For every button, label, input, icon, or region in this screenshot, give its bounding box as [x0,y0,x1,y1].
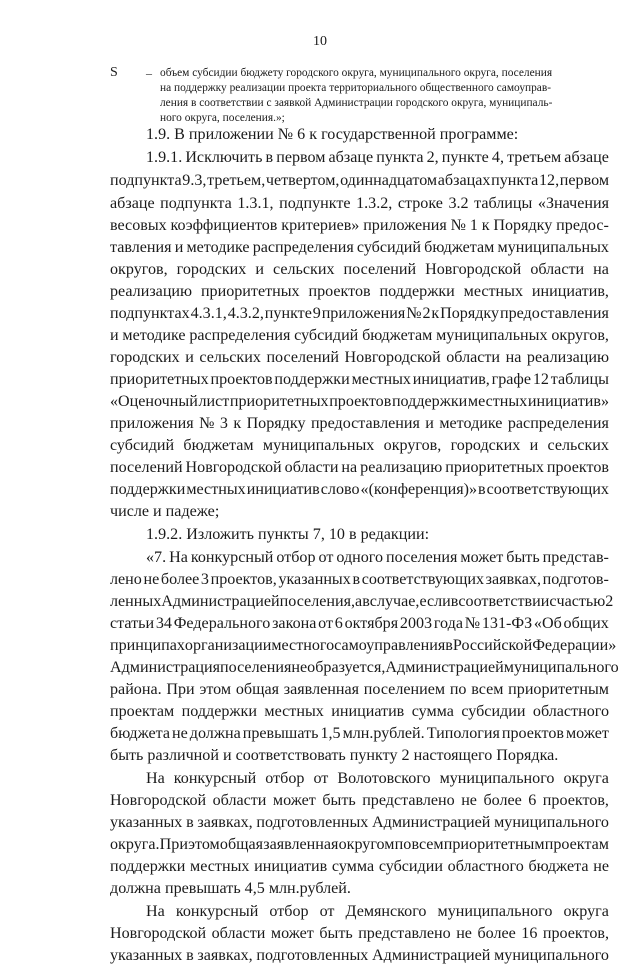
body-line: 1.9.1. Исключить в первом абзаце пункта 2, пункте 4, третьем абзаце [146,149,609,166]
body-line: бюджета не должна превышать 1,5 млн.рублей. Типология проектов может [110,725,609,742]
body-line: абзаце подпункта 1.3.1, подпункте 1.3.2, строке 3.2 таблицы «Значения [110,195,609,212]
body-line: подпунктах 4.3.1, 4.3.2, пункте 9 приложения № 2 к Порядку предоставления [110,305,609,322]
body-line: 1.9. В приложении № 6 к государственной программе: [146,126,519,143]
body-line: субсидий бюджетам муниципальных округов, городских и сельских [110,437,609,454]
body-line: принципах организации местного самоуправления в Российской Федерации» [110,637,617,654]
body-line: весовых коэффициентов критериев» приложения № 1 к Порядку предос- [110,217,609,234]
body-line: «Оценочный лист приоритетных проектов поддержки местных инициатив» [110,393,609,410]
footnote-marker: S [110,65,118,80]
page-number: 10 [313,34,327,49]
footnote-line: на поддержку реализации проекта территориального общественного самоуправ- [160,82,552,94]
body-line: должна превышать 4,5 млн.рублей. [110,880,351,897]
body-line: поселений Новгородской области на реализацию приоритетных проектов [110,459,609,476]
body-line: числе и падеже; [110,503,220,520]
body-line: приоритетных проектов поддержки местных инициатив, графе 12 таблицы [110,371,609,388]
body-line: быть различной и соответствовать пункту 2 настоящего Порядка. [110,747,559,764]
body-line: поддержки местных инициатив сумма субсидии областного бюджета не [110,858,609,875]
body-line: проектам поддержки местных инициатив сумма субсидии областного [110,703,609,720]
footnote-line: ного округа, поселения.»; [160,112,285,124]
body-line: указанных в заявках, подготовленных Администрацией муниципального [110,814,609,831]
body-line: 1.9.2. Изложить пункты 7, 10 в редакции: [146,526,430,543]
body-line: лено не более 3 проектов, указанных в соответствующих заявках, подготов- [110,571,609,588]
body-line: указанных в заявках, подготовленных Администрацией муниципального [110,947,609,964]
body-line: района. При этом общая заявленная поселением по всем приоритетным [110,681,609,698]
footnote-line: ления в соответствии с заявкой Администрации городского округа, муниципаль- [160,97,553,109]
body-line: На конкурсный отбор от Демянского муниципального округа [146,903,609,920]
body-line: поддержки местных инициатив слово «(конференция)» в соответствующих [110,481,609,498]
body-line: подпункта 9.3, третьем, четвертом, одиннадцатом абзацах пункта 12, первом [110,172,609,189]
body-line: Новгородской области может быть представлено не более 6 проектов, [110,792,609,809]
body-line: округов, городских и сельских поселений Новгородской области на [110,261,609,278]
footnote-line: объем субсидии бюджету городского округа, муниципального округа, поселения [160,67,553,79]
footnote-dash: – [146,66,152,80]
body-line: и методике распределения субсидий бюджетам муниципальных округов, [110,327,609,344]
body-line: Новгородской области может быть представлено не более 16 проектов, [110,925,609,942]
body-line: ленных Администрацией поселения, а в случае, если в соответствии с частью 2 [110,593,614,610]
body-line: реализацию приоритетных проектов поддержки местных инициатив, [110,283,609,300]
body-line: На конкурсный отбор от Волотовского муниципального округа [146,770,609,787]
body-line: Администрация поселения не образуется, Администрацией муниципального [110,659,619,676]
body-line: приложения № 3 к Порядку предоставления и методике распределения [110,415,609,432]
body-line: городских и сельских поселений Новгородской области на реализацию [110,349,609,366]
body-line: «7. На конкурсный отбор от одного поселения может быть представ- [146,549,609,566]
body-line: статьи 34 Федерального закона от 6 октября 2003 года № 131-ФЗ «Об общих [110,615,609,632]
body-line: округа. При этом общая заявленная округом по всем приоритетным проектам [110,836,609,853]
body-line: тавления и методике распределения субсидий бюджетам муниципальных [110,239,609,256]
